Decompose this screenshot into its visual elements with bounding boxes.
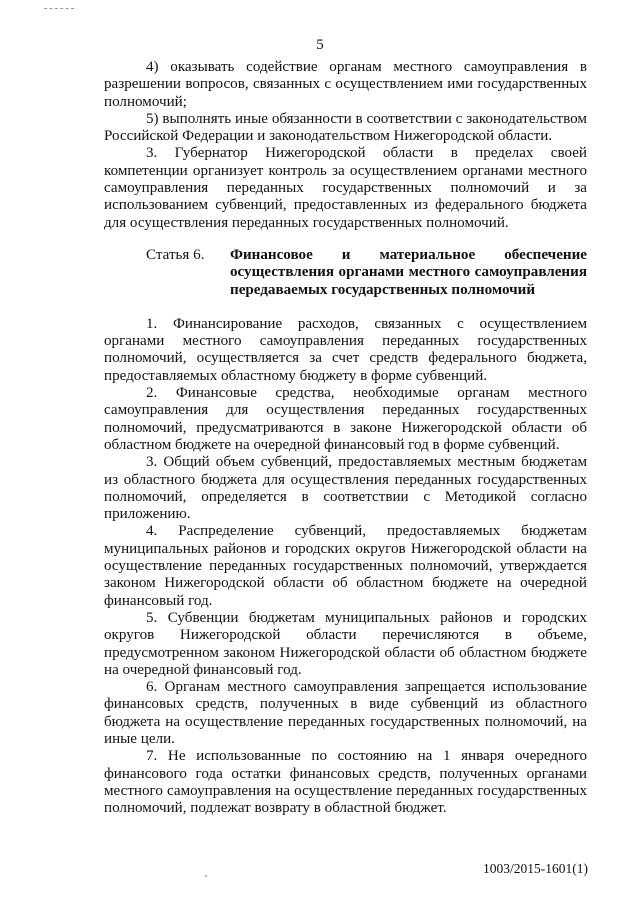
article-heading [104,247,587,299]
paragraph-financing-7: 7. Не использованные по состоянию на 1 января очередного финансового года остатки финансовых средств, полученных органами местного самоуправления на осуществление переданных государственных полномочий, подлежат возврату в областной бюджет. [104,748,587,817]
paragraph-financing-2: 2. Финансовые средства, необходимые органам местного самоуправления для осуществления переданных государственных полномочий, предусматриваются в законе Нижегородской области об областном бюджете на очередной финансовый год в форме субвенций. [104,385,587,453]
paragraph-item-4: 4) оказывать содействие органам местного самоуправления в разрешении вопросов, связанных с осуществлением ими государственных полномочий; [104,59,587,110]
paragraph-financing-6: 6. Органам местного самоуправления запрещается использование финансовых средств, полученных в виде субвенций из областного бюджета на осуществление переданных государственных полномочий, на иные цели. [104,679,587,747]
article-number: Статья 6. [146,246,205,263]
scan-corner-mark [44,8,74,9]
paragraph-financing-4: 4. Распределение субвенций, предоставляемых бюджетам муниципальных районов и городских округов Нижегородской области на осуществление переданных государственных полномочий, утверждается законом Нижегородской области об областном бюджете на очередной финансовый год. [104,523,587,609]
paragraph-item-5: 5) выполнять иные обязанности в соответствии с законодательством Российской Федерации и законодательством Нижегородской области. [104,110,587,145]
document-code: 1003/2015-1601(1) [483,861,588,876]
article-title: Финансовое и материальное обеспечение осуществления органами местного самоуправления передаваемых государственных полномочий [230,246,587,298]
paragraph-financing-1: 1. Финансирование расходов, связанных с осуществлением органами местного самоуправления переданных государственных полномочий, осуществляется за счет средств федерального бюджета, предоставляемых областному бюджету в форме субвенций. [104,315,587,384]
document-body [104,59,587,817]
paragraph-financing-5: 5. Субвенции бюджетам муниципальных районов и городских округов Нижегородской области перечисляются в объеме, предусмотренном законом Нижегородской области об областном бюджете на очередной финансовый год. [104,609,587,678]
paragraph-governor-control: 3. Губернатор Нижегородской области в пределах своей компетенции организует контроль за осуществлением органами местного самоуправления переданных государственных полномочий и за использованием субвенций, предоставленных из федерального бюджета для осуществления переданных государственных полномочий. [104,145,587,231]
scan-artifact [205,875,207,877]
paragraph-financing-3: 3. Общий объем субвенций, предоставляемых местным бюджетам из областного бюджета для осуществления переданных государственных полномочий, определяется в соответствии с Методикой согласно приложению. [104,454,587,523]
page-number: 5 [316,37,324,53]
